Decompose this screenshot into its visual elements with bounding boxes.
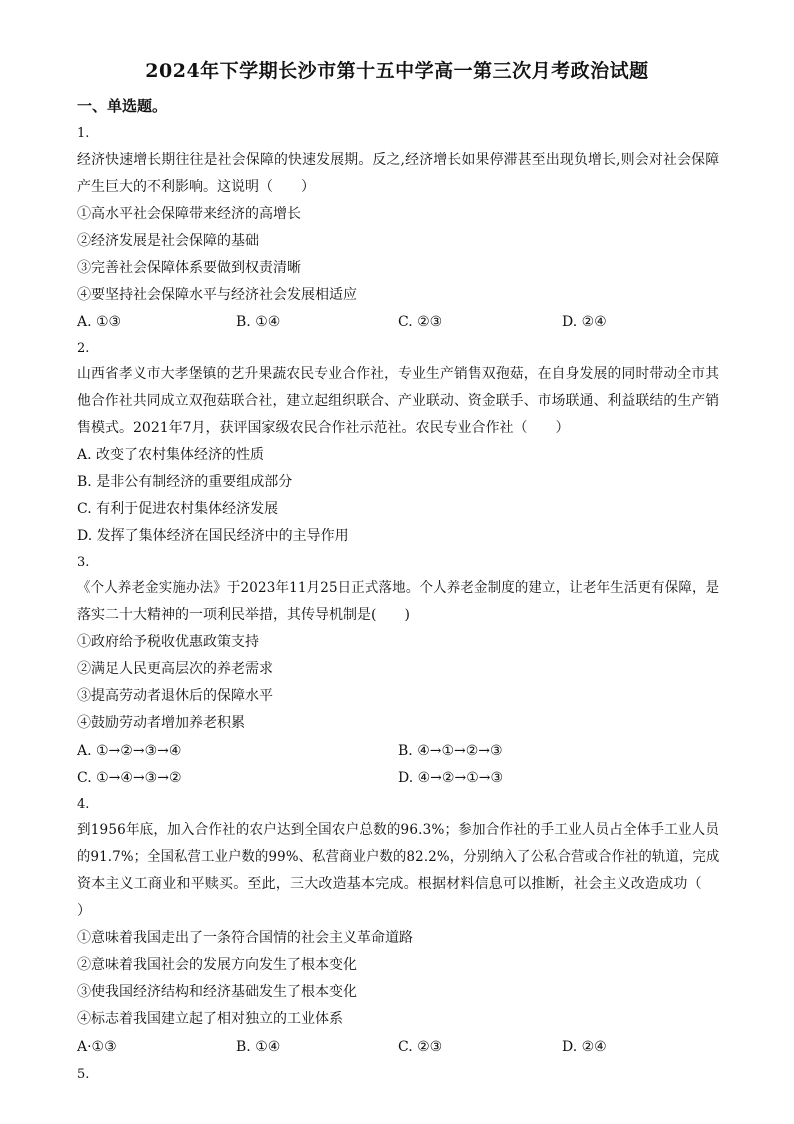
option-a: A. ①③ [77, 314, 122, 330]
question-stem-line: 到1956年底，加入合作社的农户达到全国农户总数的96.3%；参加合作社的手工业人员占全体手工业人员 [77, 822, 720, 838]
option-d: D. ②④ [562, 314, 607, 330]
statement: ①高水平社会保障带来经济的高增长 [77, 206, 301, 222]
option-b: B. ①④ [236, 1039, 281, 1055]
option-a: A·①③ [77, 1039, 117, 1055]
option-c: C. 有利于促进农村集体经济发展 [77, 501, 279, 517]
question-number: 4. [77, 797, 90, 812]
statement: ④鼓励劳动者增加养老积累 [77, 715, 245, 731]
statement: ③使我国经济结构和经济基础发生了根本变化 [77, 984, 357, 1000]
option-d: D. ④→②→①→③ [398, 770, 504, 786]
option-b: B. ④→①→②→③ [398, 743, 503, 759]
question-number: 5. [77, 1067, 90, 1082]
option-b: B. 是非公有制经济的重要组成部分 [77, 474, 293, 490]
option-a: A. 改变了农村集体经济的性质 [77, 447, 265, 463]
page-title: 2024年下学期长沙市第十五中学高一第三次月考政治试题 [145, 60, 649, 82]
question-stem-line: 资本主义工商业和平赎买。至此，三大改造基本完成。根据材料信息可以推断，社会主义改造成功（ [77, 876, 702, 892]
option-d: D. ②④ [562, 1039, 607, 1055]
statement: ③提高劳动者退休后的保障水平 [77, 688, 273, 704]
statement: ①政府给予税收优惠政策支持 [77, 634, 259, 650]
question-number: 2. [77, 341, 90, 356]
section-heading: 一、单选题。 [77, 97, 168, 115]
question-stem-line: 落实二十大精神的一项利民举措，其传导机制是( ) [77, 607, 410, 623]
option-b: B. ①④ [236, 314, 281, 330]
statement: ②意味着我国社会的发展方向发生了根本变化 [77, 957, 357, 973]
question-stem-line: ） [77, 903, 91, 919]
statement: ②经济发展是社会保障的基础 [77, 233, 259, 249]
statement: ③完善社会保障体系要做到权责清晰 [77, 260, 301, 276]
question-stem-line: 售模式。2021年7月，获评国家级农民合作社示范社。农民专业合作社（ ） [77, 420, 570, 436]
option-c: C. ②③ [398, 314, 443, 330]
question-stem-line: 他合作社共同成立双孢菇联合社，建立起组织联合、产业联动、资金联手、市场联通、利益联结的生产销 [77, 393, 720, 409]
question-number: 1. [77, 126, 90, 141]
statement: ④标志着我国建立起了相对独立的工业体系 [77, 1011, 343, 1027]
question-stem-line: 产生巨大的不利影响。这说明（ ） [77, 179, 315, 195]
statement: ①意味着我国走出了一条符合国情的社会主义革命道路 [77, 930, 413, 946]
question-stem-line: 山西省孝义市大孝堡镇的艺升果蔬农民专业合作社，专业生产销售双孢菇，在自身发展的同时带动全市其 [77, 366, 720, 382]
statement: ④要坚持社会保障水平与经济社会发展相适应 [77, 287, 357, 303]
option-c: C. ②③ [398, 1039, 443, 1055]
question-stem-line: 《个人养老金实施办法》于2023年11月25日正式落地。个人养老金制度的建立，让老年生活更有保障，是 [77, 580, 720, 596]
statement: ②满足人民更高层次的养老需求 [77, 661, 273, 677]
question-stem-line: 经济快速增长期往往是社会保障的快速发展期。反之,经济增长如果停滞甚至出现负增长,则会对社会保障 [77, 152, 720, 168]
option-d: D. 发挥了集体经济在国民经济中的主导作用 [77, 528, 349, 544]
option-c: C. ①→④→③→② [77, 770, 182, 786]
question-number: 3. [77, 555, 90, 570]
question-stem-line: 的91.7%；全国私营工业户数的99%、私营商业户数的82.2%，分别纳入了公私合营或合作社的轨道，完成 [77, 849, 720, 865]
option-a: A. ①→②→③→④ [77, 743, 182, 759]
